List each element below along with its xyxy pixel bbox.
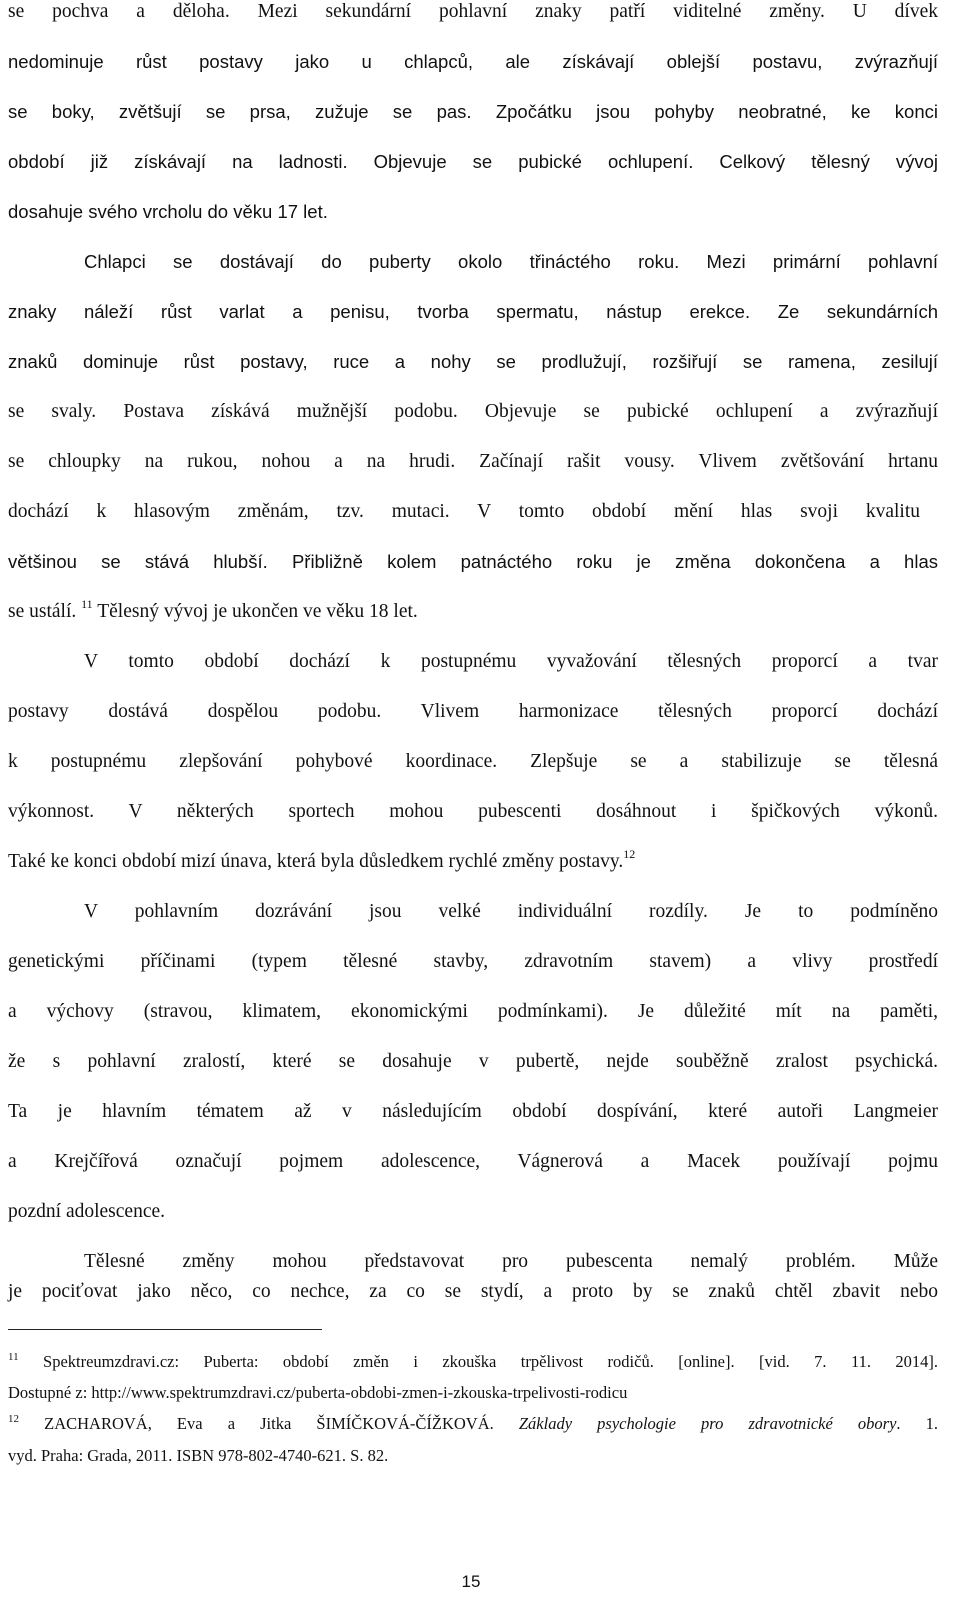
text-line: je pociťovat jako něco, co nechce, za co se stydí, a proto by se znaků chtěl zbavit nebo <box>8 1281 938 1302</box>
text-line: většinou se stává hlubší. Přibližně kolem patnáctého roku je změna dokončena a hlas <box>8 551 938 572</box>
footnote-number: 12 <box>8 1413 19 1425</box>
text-line: k postupnému zlepšování pohybové koordinace. Zlepšuje se a stabilizuje se tělesná <box>8 751 938 772</box>
text-line: se boky, zvětšují se prsa, zužuje se pas. Zpočátku jsou pohyby neobratné, ke konci <box>8 101 938 122</box>
footnote-11-url[interactable]: Dostupné z: http://www.spektrumzdravi.cz/puberta-obdobi-zmen-i-zkouska-trpelivosti-rodicu <box>8 1383 628 1402</box>
text-line: a Krejčířová označují pojmem adolescence, Vágnerová a Macek používají pojmu <box>8 1151 938 1172</box>
footnote-ref[interactable]: 12 <box>623 847 636 861</box>
text-fragment: Tělesný vývoj je ukončen ve věku 18 let. <box>92 601 418 622</box>
text-line: znaky náleží růst varlat a penisu, tvorba spermatu, nástup erekce. Ze sekundárních <box>8 301 938 322</box>
text-line: se chloupky na rukou, nohou a na hrudi. Začínají rašit vousy. Vlivem zvětšování hrtanu <box>8 451 938 472</box>
text-line: postavy dostává dospělou podobu. Vlivem harmonizace tělesných proporcí dochází <box>8 701 938 722</box>
text-line: se pochva a děloha. Mezi sekundární pohlavní znaky patří viditelné změny. U dívek <box>8 1 938 22</box>
text-fragment: Také ke konci období mizí únava, která byla důsledkem rychlé změny postavy. <box>8 851 624 872</box>
text-line <box>8 597 418 625</box>
text-line: V pohlavním dozrávání jsou velké individuální rozdíly. Je to podmíněno <box>84 901 938 922</box>
book-title: Základy psychologie pro zdravotnické obory <box>518 1414 897 1433</box>
text-line <box>8 847 636 875</box>
text-line: znaků dominuje růst postavy, ruce a nohy se prodlužují, rozšiřují se ramena, zesilují <box>8 351 938 372</box>
text-line: a výchovy (stravou, klimatem, ekonomickými podmínkami). Je důležité mít na paměti, <box>8 1001 938 1022</box>
text-line: nedominuje růst postavy jako u chlapců, ale získávají oblejší postavu, zvýrazňují <box>8 51 938 72</box>
footnote-text: ZACHAROVÁ, Eva a Jitka ŠIMÍČKOVÁ-ČÍŽKOVÁ. <box>44 1414 519 1433</box>
footnote-text: . 1. <box>896 1414 938 1433</box>
text-line: dochází k hlasovým změnám, tzv. mutaci. V tomto období mění hlas svoji kvalitu <box>8 501 920 522</box>
footnote-text: Spektreumzdravi.cz: Puberta: období změn i zkouška trpělivost rodičů. [online]. [vid. 7. 11. 2014]. <box>43 1352 938 1371</box>
text-line: Ta je hlavním tématem až v následujícím období dospívání, které autoři Langmeier <box>8 1101 938 1122</box>
text-line: genetickými příčinami (typem tělesné stavby, zdravotním stavem) a vlivy prostředí <box>8 951 938 972</box>
text-line: výkonnost. V některých sportech mohou pubescenti dosáhnout i špičkových výkonů. <box>8 801 938 822</box>
text-line: období již získávají na ladnosti. Objevuje se pubické ochlupení. Celkový tělesný vývoj <box>8 151 938 172</box>
page-number: 15 <box>461 1572 481 1591</box>
text-line: Tělesné změny mohou představovat pro pubescenta nemalý problém. Může <box>84 1251 938 1272</box>
text-line: Chlapci se dostávají do puberty okolo třináctého roku. Mezi primární pohlavní <box>84 251 938 272</box>
footnote-number: 11 <box>8 1351 19 1363</box>
footnote-12 <box>8 1414 938 1436</box>
footnote-11 <box>8 1352 938 1374</box>
text-line: dosahuje svého vrcholu do věku 17 let. <box>8 201 328 222</box>
text-line: V tomto období dochází k postupnému vyvažování tělesných proporcí a tvar <box>84 651 938 672</box>
footnote-separator <box>8 1329 322 1330</box>
text-line: se svaly. Postava získává mužnější podobu. Objevuje se pubické ochlupení a zvýrazňují <box>8 401 938 422</box>
text-line: že s pohlavní zralostí, které se dosahuje v pubertě, nejde souběžně zralost psychická. <box>8 1051 938 1072</box>
text-line: pozdní adolescence. <box>8 1201 166 1222</box>
footnote-ref[interactable]: 11 <box>81 597 93 611</box>
text-fragment: se ustálí. <box>8 601 82 622</box>
footnote-12-cont: vyd. Praha: Grada, 2011. ISBN 978-802-4740-621. S. 82. <box>8 1446 389 1465</box>
